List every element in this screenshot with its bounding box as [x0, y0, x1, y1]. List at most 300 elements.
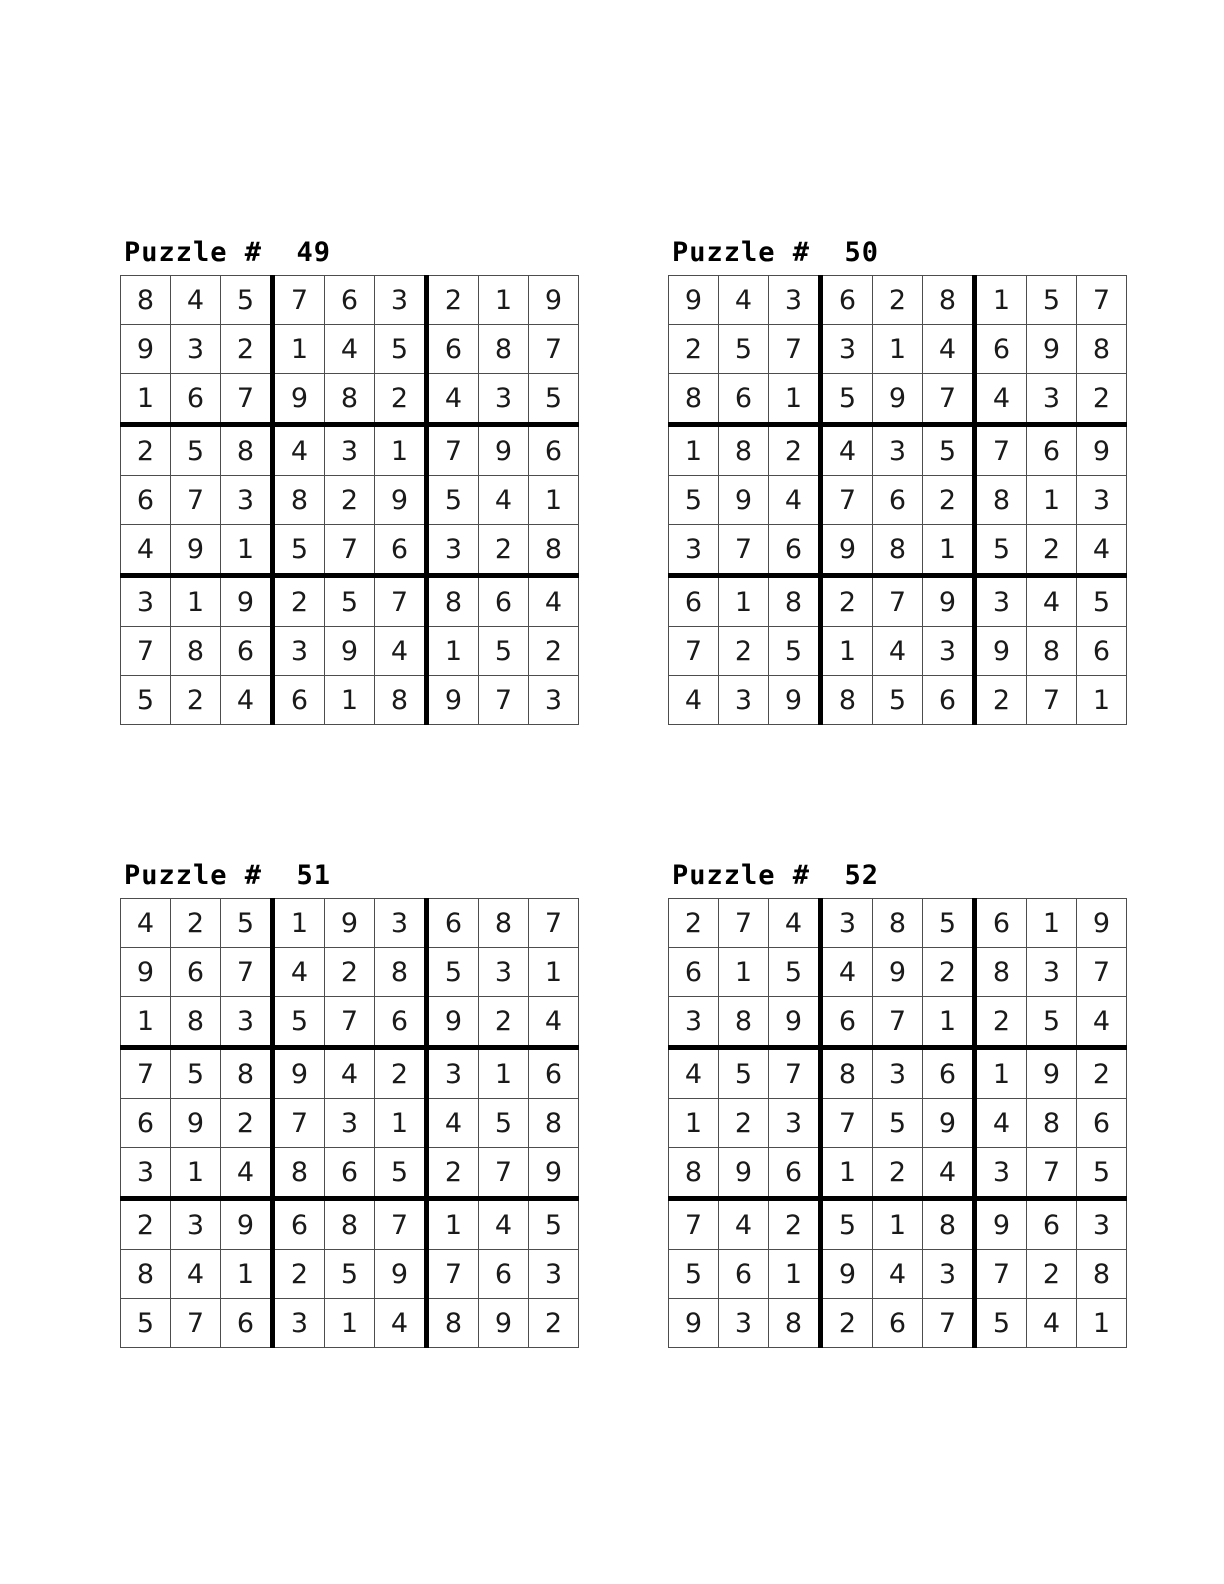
sudoku-cell: 6: [769, 525, 821, 576]
sudoku-cell: 7: [1027, 676, 1077, 725]
sudoku-cell: 6: [873, 1299, 923, 1348]
sudoku-cell: 8: [221, 425, 273, 476]
sudoku-row: [669, 1199, 1127, 1250]
sudoku-cell: 1: [873, 325, 923, 374]
sudoku-cell: 3: [873, 1048, 923, 1099]
sudoku-cell: 1: [821, 1148, 873, 1199]
sudoku-grid-51: [120, 898, 579, 1348]
sudoku-cell: 8: [273, 476, 325, 525]
sudoku-cell: 4: [669, 676, 719, 725]
sudoku-cell: 5: [821, 374, 873, 425]
sudoku-cell: 8: [719, 425, 769, 476]
sudoku-row: [669, 276, 1127, 325]
sudoku-cell: 9: [821, 1250, 873, 1299]
sudoku-cell: 3: [273, 1299, 325, 1348]
sudoku-cell: 6: [221, 1299, 273, 1348]
sudoku-cell: 1: [221, 525, 273, 576]
sudoku-cell: 2: [325, 476, 375, 525]
sudoku-cell: 5: [669, 476, 719, 525]
sudoku-cell: 2: [479, 525, 529, 576]
sudoku-grid-50: [668, 275, 1127, 725]
sudoku-cell: 2: [821, 1299, 873, 1348]
sudoku-cell: 2: [769, 425, 821, 476]
sudoku-cell: 1: [873, 1199, 923, 1250]
sudoku-cell: 3: [1027, 374, 1077, 425]
sudoku-cell: 1: [121, 997, 171, 1048]
sudoku-cell: 6: [221, 627, 273, 676]
sudoku-cell: 2: [273, 1250, 325, 1299]
sudoku-cell: 5: [1027, 997, 1077, 1048]
sudoku-cell: 8: [171, 997, 221, 1048]
sudoku-cell: 5: [325, 576, 375, 627]
sudoku-cell: 6: [975, 899, 1027, 948]
sudoku-cell: 5: [719, 325, 769, 374]
sudoku-cell: 9: [427, 676, 479, 725]
sudoku-cell: 4: [1027, 576, 1077, 627]
sudoku-cell: 7: [769, 1048, 821, 1099]
sudoku-cell: 5: [873, 1099, 923, 1148]
sudoku-cell: 1: [1027, 899, 1077, 948]
sudoku-cell: 3: [975, 1148, 1027, 1199]
sudoku-cell: 3: [821, 899, 873, 948]
sudoku-cell: 2: [375, 1048, 427, 1099]
sudoku-cell: 3: [1077, 1199, 1127, 1250]
sudoku-cell: 4: [121, 899, 171, 948]
sudoku-cell: 7: [975, 425, 1027, 476]
sudoku-cell: 8: [873, 899, 923, 948]
sudoku-cell: 7: [719, 899, 769, 948]
sudoku-cell: 6: [479, 1250, 529, 1299]
sudoku-cell: 5: [873, 676, 923, 725]
sudoku-cell: 4: [719, 1199, 769, 1250]
sudoku-cell: 6: [121, 476, 171, 525]
sudoku-cell: 5: [121, 1299, 171, 1348]
sudoku-cell: 7: [719, 525, 769, 576]
sudoku-cell: 7: [221, 374, 273, 425]
sudoku-cell: 5: [375, 325, 427, 374]
sudoku-cell: 9: [479, 425, 529, 476]
sudoku-cell: 7: [221, 948, 273, 997]
sudoku-cell: 2: [873, 276, 923, 325]
sudoku-cell: 5: [375, 1148, 427, 1199]
sudoku-cell: 1: [479, 1048, 529, 1099]
sudoku-cell: 4: [975, 374, 1027, 425]
sudoku-grid-52: [668, 898, 1127, 1348]
sudoku-cell: 9: [1027, 1048, 1077, 1099]
sudoku-cell: 4: [1077, 525, 1127, 576]
sudoku-cell: 2: [427, 276, 479, 325]
sudoku-row: [669, 1099, 1127, 1148]
sudoku-cell: 9: [479, 1299, 529, 1348]
sudoku-cell: 1: [1027, 476, 1077, 525]
sudoku-cell: 9: [669, 276, 719, 325]
sudoku-cell: 5: [427, 476, 479, 525]
sudoku-cell: 1: [427, 627, 479, 676]
sudoku-cell: 3: [821, 325, 873, 374]
sudoku-cell: 3: [975, 576, 1027, 627]
puzzle-49: [120, 238, 579, 725]
sudoku-cell: 6: [427, 325, 479, 374]
sudoku-cell: 5: [975, 525, 1027, 576]
sudoku-cell: 2: [821, 576, 873, 627]
sudoku-cell: 6: [325, 276, 375, 325]
sudoku-row: [121, 1250, 579, 1299]
sudoku-cell: 2: [1077, 1048, 1127, 1099]
sudoku-cell: 4: [873, 627, 923, 676]
sudoku-cell: 2: [221, 1099, 273, 1148]
sudoku-cell: 6: [1027, 425, 1077, 476]
sudoku-cell: 2: [529, 1299, 579, 1348]
sudoku-cell: 7: [923, 374, 975, 425]
sudoku-cell: 2: [325, 948, 375, 997]
sudoku-cell: 2: [923, 476, 975, 525]
sudoku-cell: 7: [375, 576, 427, 627]
sudoku-cell: 4: [375, 627, 427, 676]
sudoku-cell: 4: [479, 476, 529, 525]
sudoku-cell: 3: [427, 1048, 479, 1099]
sudoku-cell: 7: [171, 1299, 221, 1348]
sudoku-cell: 4: [221, 676, 273, 725]
sudoku-cell: 3: [719, 676, 769, 725]
sudoku-cell: 6: [529, 425, 579, 476]
sudoku-cell: 7: [923, 1299, 975, 1348]
sudoku-cell: 7: [427, 425, 479, 476]
sudoku-cell: 1: [769, 374, 821, 425]
sudoku-cell: 6: [719, 374, 769, 425]
sudoku-cell: 2: [975, 676, 1027, 725]
sudoku-row: [121, 374, 579, 425]
sudoku-row: [121, 1299, 579, 1348]
sudoku-cell: 4: [669, 1048, 719, 1099]
sudoku-cell: 8: [669, 374, 719, 425]
sudoku-cell: 8: [325, 374, 375, 425]
sudoku-cell: 4: [719, 276, 769, 325]
sudoku-cell: 8: [1027, 627, 1077, 676]
sudoku-row: [669, 325, 1127, 374]
sudoku-cell: 7: [325, 525, 375, 576]
sudoku-cell: 9: [769, 997, 821, 1048]
sudoku-cell: 5: [221, 899, 273, 948]
sudoku-row: [669, 576, 1127, 627]
sudoku-row: [669, 1148, 1127, 1199]
sudoku-row: [121, 276, 579, 325]
sudoku-cell: 6: [821, 997, 873, 1048]
sudoku-cell: 9: [273, 374, 325, 425]
sudoku-cell: 4: [873, 1250, 923, 1299]
sudoku-cell: 6: [171, 374, 221, 425]
sudoku-cell: 6: [273, 676, 325, 725]
sudoku-row: [669, 476, 1127, 525]
sudoku-cell: 9: [1077, 899, 1127, 948]
sudoku-cell: 1: [325, 1299, 375, 1348]
sudoku-cell: 5: [479, 1099, 529, 1148]
sudoku-cell: 2: [121, 425, 171, 476]
sudoku-cell: 7: [1077, 948, 1127, 997]
sudoku-row: [121, 948, 579, 997]
sudoku-cell: 5: [325, 1250, 375, 1299]
sudoku-cell: 6: [479, 576, 529, 627]
sudoku-cell: 8: [669, 1148, 719, 1199]
sudoku-grid-49: [120, 275, 579, 725]
sudoku-cell: 8: [873, 525, 923, 576]
sudoku-cell: 4: [325, 325, 375, 374]
sudoku-cell: 9: [975, 1199, 1027, 1250]
sudoku-cell: 2: [273, 576, 325, 627]
sudoku-cell: 9: [669, 1299, 719, 1348]
sudoku-cell: 2: [479, 997, 529, 1048]
sudoku-row: [121, 325, 579, 374]
sudoku-cell: 4: [975, 1099, 1027, 1148]
sudoku-cell: 9: [325, 899, 375, 948]
sudoku-cell: 5: [427, 948, 479, 997]
sudoku-row: [121, 576, 579, 627]
sudoku-cell: 5: [975, 1299, 1027, 1348]
sudoku-cell: 2: [923, 948, 975, 997]
sudoku-cell: 2: [975, 997, 1027, 1048]
sudoku-cell: 5: [479, 627, 529, 676]
sudoku-cell: 6: [171, 948, 221, 997]
sudoku-cell: 6: [769, 1148, 821, 1199]
sudoku-cell: 6: [325, 1148, 375, 1199]
sudoku-cell: 1: [375, 425, 427, 476]
sudoku-cell: 9: [375, 476, 427, 525]
sudoku-cell: 4: [121, 525, 171, 576]
sudoku-cell: 2: [719, 1099, 769, 1148]
sudoku-cell: 3: [1077, 476, 1127, 525]
sudoku-cell: 6: [669, 948, 719, 997]
sudoku-cell: 3: [273, 627, 325, 676]
sudoku-cell: 3: [121, 1148, 171, 1199]
sudoku-row: [121, 997, 579, 1048]
sudoku-cell: 7: [1027, 1148, 1077, 1199]
sudoku-cell: 5: [273, 525, 325, 576]
sudoku-cell: 5: [121, 676, 171, 725]
sudoku-cell: 4: [529, 997, 579, 1048]
sudoku-cell: 7: [821, 1099, 873, 1148]
sudoku-cell: 6: [375, 525, 427, 576]
sudoku-cell: 1: [479, 276, 529, 325]
sudoku-row: [121, 425, 579, 476]
sudoku-cell: 8: [121, 276, 171, 325]
sudoku-cell: 3: [529, 1250, 579, 1299]
sudoku-cell: 2: [669, 325, 719, 374]
sudoku-cell: 1: [719, 948, 769, 997]
sudoku-cell: 7: [873, 576, 923, 627]
sudoku-cell: 9: [1077, 425, 1127, 476]
sudoku-cell: 4: [923, 1148, 975, 1199]
sudoku-cell: 8: [1027, 1099, 1077, 1148]
sudoku-cell: 5: [1077, 576, 1127, 627]
sudoku-row: [121, 1048, 579, 1099]
sudoku-cell: 9: [121, 325, 171, 374]
sudoku-row: [669, 525, 1127, 576]
sudoku-row: [121, 1099, 579, 1148]
sudoku-cell: 6: [273, 1199, 325, 1250]
puzzle-51-title: Puzzle # 51: [124, 860, 332, 891]
sudoku-cell: 4: [273, 948, 325, 997]
sudoku-cell: 1: [221, 1250, 273, 1299]
sudoku-cell: 7: [479, 676, 529, 725]
sudoku-cell: 3: [325, 1099, 375, 1148]
sudoku-cell: 4: [375, 1299, 427, 1348]
sudoku-cell: 8: [821, 1048, 873, 1099]
sudoku-row: [669, 425, 1127, 476]
sudoku-cell: 9: [171, 1099, 221, 1148]
sudoku-cell: 7: [669, 627, 719, 676]
sudoku-cell: 3: [769, 1099, 821, 1148]
sudoku-cell: 1: [273, 325, 325, 374]
sudoku-cell: 5: [1027, 276, 1077, 325]
sudoku-cell: 7: [325, 997, 375, 1048]
sudoku-cell: 9: [719, 1148, 769, 1199]
sudoku-cell: 4: [479, 1199, 529, 1250]
sudoku-cell: 1: [923, 525, 975, 576]
sudoku-cell: 6: [923, 1048, 975, 1099]
sudoku-cell: 2: [719, 627, 769, 676]
sudoku-row: [669, 948, 1127, 997]
sudoku-cell: 1: [171, 1148, 221, 1199]
sudoku-cell: 4: [427, 1099, 479, 1148]
sudoku-cell: 4: [273, 425, 325, 476]
sudoku-row: [121, 627, 579, 676]
sudoku-cell: 1: [669, 425, 719, 476]
sudoku-cell: 8: [529, 1099, 579, 1148]
sudoku-cell: 9: [427, 997, 479, 1048]
sudoku-cell: 7: [273, 276, 325, 325]
sudoku-cell: 8: [375, 948, 427, 997]
sudoku-cell: 9: [1027, 325, 1077, 374]
sudoku-cell: 8: [529, 525, 579, 576]
sudoku-cell: 6: [121, 1099, 171, 1148]
sudoku-cell: 6: [719, 1250, 769, 1299]
sudoku-cell: 6: [427, 899, 479, 948]
sudoku-cell: 7: [121, 627, 171, 676]
sudoku-cell: 9: [719, 476, 769, 525]
sudoku-cell: 6: [1077, 627, 1127, 676]
sudoku-cell: 1: [375, 1099, 427, 1148]
sudoku-cell: 2: [171, 899, 221, 948]
sudoku-cell: 4: [923, 325, 975, 374]
sudoku-row: [669, 374, 1127, 425]
sudoku-cell: 4: [821, 948, 873, 997]
sudoku-cell: 1: [529, 948, 579, 997]
sudoku-cell: 8: [427, 1299, 479, 1348]
sudoku-cell: 3: [669, 525, 719, 576]
sudoku-cell: 9: [121, 948, 171, 997]
sudoku-cell: 1: [1077, 676, 1127, 725]
sudoku-cell: 8: [273, 1148, 325, 1199]
sudoku-cell: 8: [479, 325, 529, 374]
sudoku-row: [669, 676, 1127, 725]
puzzle-49-title: Puzzle # 49: [124, 237, 332, 268]
sudoku-cell: 7: [529, 899, 579, 948]
sudoku-cell: 8: [325, 1199, 375, 1250]
sudoku-cell: 9: [923, 1099, 975, 1148]
sudoku-cell: 3: [669, 997, 719, 1048]
sudoku-row: [669, 899, 1127, 948]
sudoku-cell: 1: [719, 576, 769, 627]
sudoku-cell: 7: [121, 1048, 171, 1099]
sudoku-cell: 6: [1027, 1199, 1077, 1250]
sudoku-cell: 2: [427, 1148, 479, 1199]
sudoku-cell: 3: [221, 476, 273, 525]
sudoku-cell: 4: [1077, 997, 1127, 1048]
sudoku-cell: 1: [669, 1099, 719, 1148]
sudoku-row: [121, 525, 579, 576]
sudoku-cell: 3: [719, 1299, 769, 1348]
sudoku-cell: 5: [171, 425, 221, 476]
sudoku-cell: 2: [529, 627, 579, 676]
sudoku-cell: 3: [221, 997, 273, 1048]
sudoku-cell: 3: [769, 276, 821, 325]
sudoku-cell: 9: [273, 1048, 325, 1099]
sudoku-cell: 9: [923, 576, 975, 627]
sudoku-cell: 5: [529, 374, 579, 425]
sudoku-cell: 7: [769, 325, 821, 374]
sudoku-cell: 3: [529, 676, 579, 725]
sudoku-cell: 7: [873, 997, 923, 1048]
sudoku-cell: 3: [923, 1250, 975, 1299]
sudoku-cell: 4: [769, 476, 821, 525]
sudoku-row: [669, 997, 1127, 1048]
sudoku-cell: 6: [529, 1048, 579, 1099]
sudoku-cell: 2: [769, 1199, 821, 1250]
sudoku-cell: 2: [1077, 374, 1127, 425]
sudoku-cell: 3: [427, 525, 479, 576]
sudoku-cell: 1: [427, 1199, 479, 1250]
sudoku-cell: 6: [669, 576, 719, 627]
sudoku-row: [121, 1148, 579, 1199]
sudoku-cell: 9: [221, 576, 273, 627]
sudoku-cell: 3: [1027, 948, 1077, 997]
sudoku-cell: 7: [821, 476, 873, 525]
sudoku-cell: 2: [1027, 1250, 1077, 1299]
sudoku-cell: 2: [669, 899, 719, 948]
sudoku-cell: 9: [171, 525, 221, 576]
sudoku-cell: 7: [273, 1099, 325, 1148]
sudoku-cell: 3: [873, 425, 923, 476]
sudoku-cell: 9: [529, 1148, 579, 1199]
sudoku-row: [669, 627, 1127, 676]
sudoku-cell: 8: [923, 276, 975, 325]
sudoku-cell: 5: [171, 1048, 221, 1099]
sudoku-cell: 1: [975, 276, 1027, 325]
sudoku-cell: 6: [1077, 1099, 1127, 1148]
sudoku-row: [121, 899, 579, 948]
sudoku-cell: 9: [221, 1199, 273, 1250]
sudoku-cell: 6: [873, 476, 923, 525]
sudoku-cell: 1: [529, 476, 579, 525]
sudoku-row: [121, 476, 579, 525]
sudoku-cell: 8: [923, 1199, 975, 1250]
sudoku-cell: 1: [769, 1250, 821, 1299]
sudoku-cell: 1: [923, 997, 975, 1048]
sudoku-cell: 5: [221, 276, 273, 325]
sudoku-cell: 3: [171, 325, 221, 374]
sudoku-cell: 8: [221, 1048, 273, 1099]
sudoku-cell: 8: [427, 576, 479, 627]
puzzle-52-title: Puzzle # 52: [672, 860, 880, 891]
sudoku-cell: 2: [873, 1148, 923, 1199]
sudoku-cell: 9: [821, 525, 873, 576]
sudoku-cell: 8: [375, 676, 427, 725]
sudoku-cell: 8: [975, 476, 1027, 525]
sudoku-cell: 8: [1077, 1250, 1127, 1299]
sudoku-cell: 3: [375, 899, 427, 948]
sudoku-cell: 8: [719, 997, 769, 1048]
sudoku-cell: 8: [1077, 325, 1127, 374]
sudoku-cell: 9: [975, 627, 1027, 676]
